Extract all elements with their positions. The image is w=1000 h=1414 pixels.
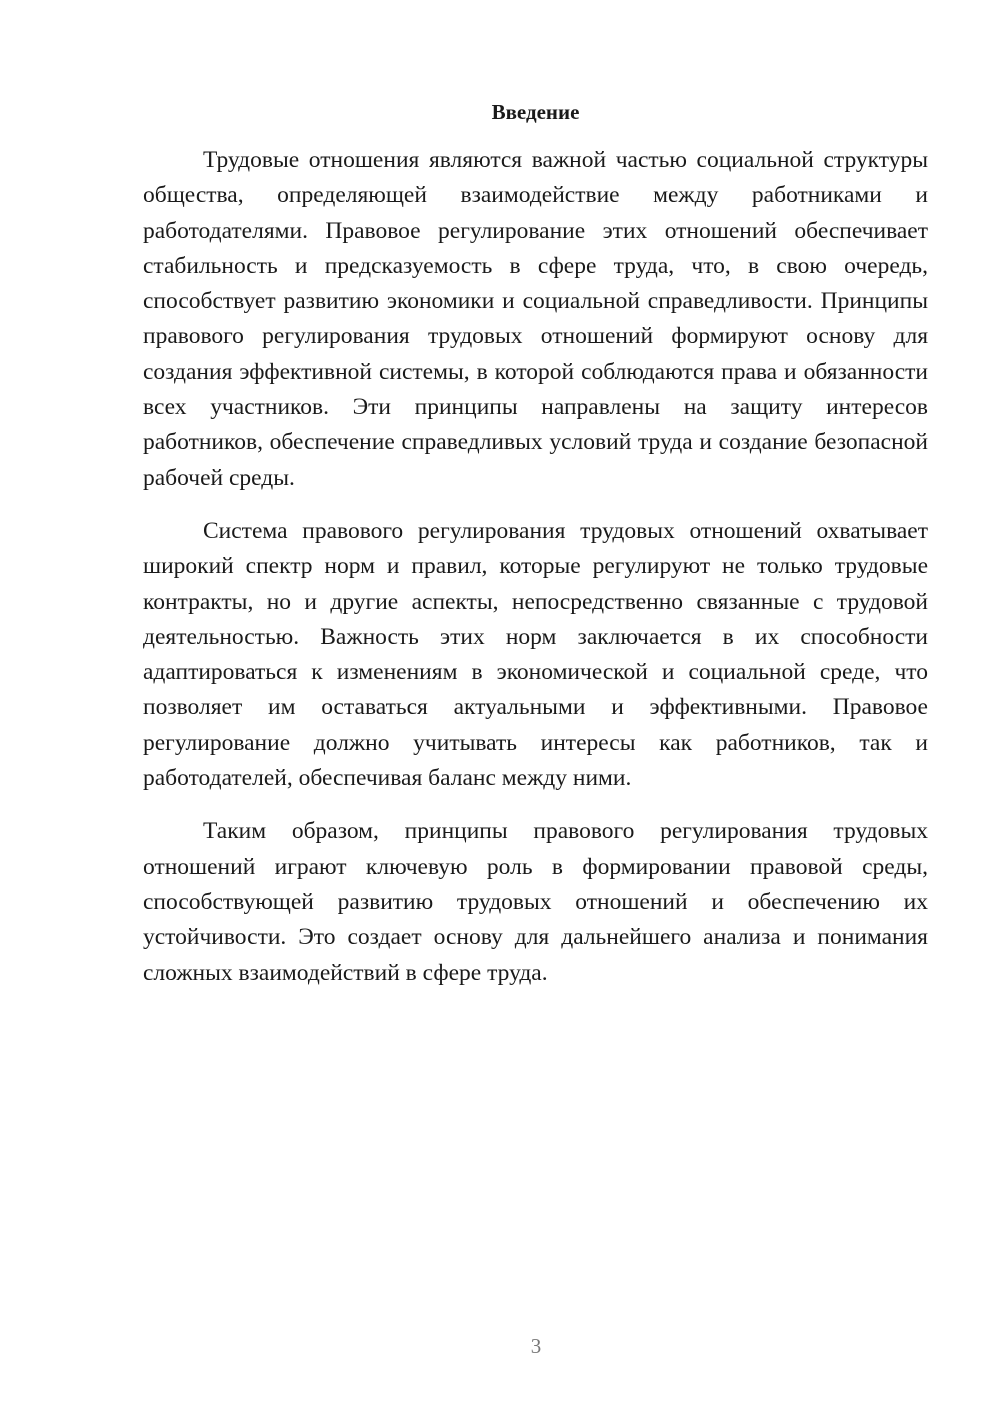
page-number: 3: [530, 1334, 542, 1358]
paragraph-intro: Трудовые отношения являются важной частью социальной структуры общества, определяющей взаимодействие между работниками и работодателями. Правовое регулирование этих отношений обеспечивает стабильность и предсказуемость в сфере труда, что, в свою очередь, способствует развитию экономики и социальной справедливости. Принципы правового регулирования трудовых отношений формируют основу для создания эффективной системы, в которой соблюдаются права и обязанности всех участников. Эти принципы направлены на защиту интересов работников, обеспечение справедливых условий труда и создание безопасной рабочей среды.: [143, 147, 928, 491]
body-text: [143, 143, 928, 1009]
paragraph-conclusion: Таким образом, принципы правового регулирования трудовых отношений играют ключевую роль в формировании правовой среды, способствующей развитию трудовых отношений и обеспечению их устойчивости. Это создает основу для дальнейшего анализа и понимания сложных взаимодействий в сфере труда.: [143, 818, 928, 986]
section-heading: Введение: [491, 100, 580, 124]
paragraph-system: Система правового регулирования трудовых отношений охватывает широкий спектр норм и правил, которые регулируют не только трудовые контракты, но и другие аспекты, непосредственно связанные с трудовой деятельностью. Важность этих норм заключается в их способности адаптироваться к изменениям в экономической и социальной среде, что позволяет им оставаться актуальными и эффективными. Правовое регулирование должно учитывать интересы как работников, так и работодателей, обеспечивая баланс между ними.: [143, 517, 928, 792]
